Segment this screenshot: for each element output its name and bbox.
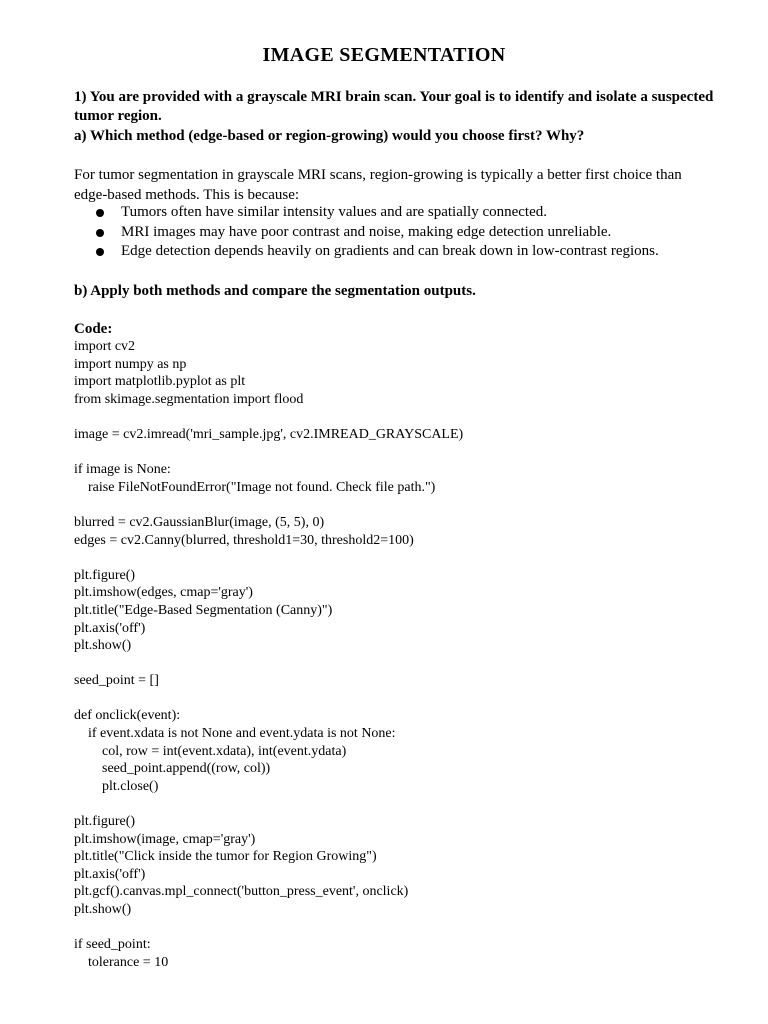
code-line — [74, 408, 463, 426]
code-line: from skimage.segmentation import flood — [74, 391, 304, 407]
code-line: plt.close() — [74, 778, 159, 794]
code-line: plt.imshow(image, cmap='gray') — [74, 831, 256, 847]
code-line — [74, 690, 463, 708]
code-line — [74, 655, 463, 673]
code-line: blurred = cv2.GaussianBlur(image, (5, 5), 0) — [74, 514, 325, 530]
code-line: if seed_point: — [74, 937, 151, 953]
question-1a: a) Which method (edge-based or region-growing) would you choose first? Why? — [74, 128, 585, 144]
code-line — [74, 795, 463, 813]
code-line: col, row = int(event.xdata), int(event.ydata) — [74, 743, 347, 759]
list-item — [74, 242, 659, 262]
code-line: plt.title("Click inside the tumor for Region Growing") — [74, 849, 377, 865]
code-line: raise FileNotFoundError("Image not found. Check file path.") — [74, 479, 436, 495]
bullet-icon — [96, 229, 104, 237]
answer-intro: For tumor segmentation in grayscale MRI scans, region-growing is typically a better first choice than edge-based methods. This is because: — [74, 167, 682, 203]
code-line — [74, 549, 463, 567]
code-line: if event.xdata is not None and event.ydata is not None: — [74, 726, 396, 742]
page-title: IMAGE SEGMENTATION — [262, 44, 506, 66]
code-line: edges = cv2.Canny(blurred, threshold1=30, threshold2=100) — [74, 532, 414, 548]
code-line: import numpy as np — [74, 356, 187, 372]
code-line: import matplotlib.pyplot as plt — [74, 374, 246, 390]
list-item-text: MRI images may have poor contrast and noise, making edge detection unreliable. — [121, 223, 612, 240]
code-line: plt.imshow(edges, cmap='gray') — [74, 585, 253, 601]
code-line: import cv2 — [74, 339, 136, 354]
code-block — [74, 338, 463, 971]
code-line: tolerance = 10 — [74, 954, 169, 970]
question-1-prompt: 1) You are provided with a grayscale MRI brain scan. Your goal is to identify and isolate a suspected tumor region. — [74, 89, 714, 124]
question-1b: b) Apply both methods and compare the segmentation outputs. — [74, 283, 476, 299]
code-label: Code: — [74, 321, 113, 337]
list-item-text: Edge detection depends heavily on gradients and can break down in low-contrast regions. — [121, 243, 659, 259]
reasons-list — [74, 203, 659, 262]
code-line: plt.axis('off') — [74, 620, 146, 636]
code-line: plt.show() — [74, 638, 132, 654]
list-item-text: Tumors often have similar intensity values and are spatially connected. — [121, 204, 548, 220]
list-item — [74, 223, 659, 243]
code-line: def onclick(event): — [74, 708, 181, 724]
code-line — [74, 496, 463, 514]
code-line: plt.figure() — [74, 567, 136, 583]
code-line: if image is None: — [74, 462, 171, 478]
bullet-icon — [96, 248, 104, 256]
bullet-icon — [96, 209, 104, 217]
code-line: plt.gcf().canvas.mpl_connect('button_press_event', onclick) — [74, 884, 409, 900]
code-line: seed_point.append((row, col)) — [74, 761, 271, 777]
code-line — [74, 919, 463, 937]
list-item — [74, 203, 659, 223]
code-line: image = cv2.imread('mri_sample.jpg', cv2.IMREAD_GRAYSCALE) — [74, 426, 464, 442]
code-line — [74, 444, 463, 462]
code-line: plt.axis('off') — [74, 866, 146, 882]
code-line: plt.show() — [74, 902, 132, 917]
code-line: plt.figure() — [74, 814, 136, 830]
code-line: seed_point = [] — [74, 673, 159, 689]
code-line: plt.title("Edge-Based Segmentation (Canny)") — [74, 602, 333, 618]
